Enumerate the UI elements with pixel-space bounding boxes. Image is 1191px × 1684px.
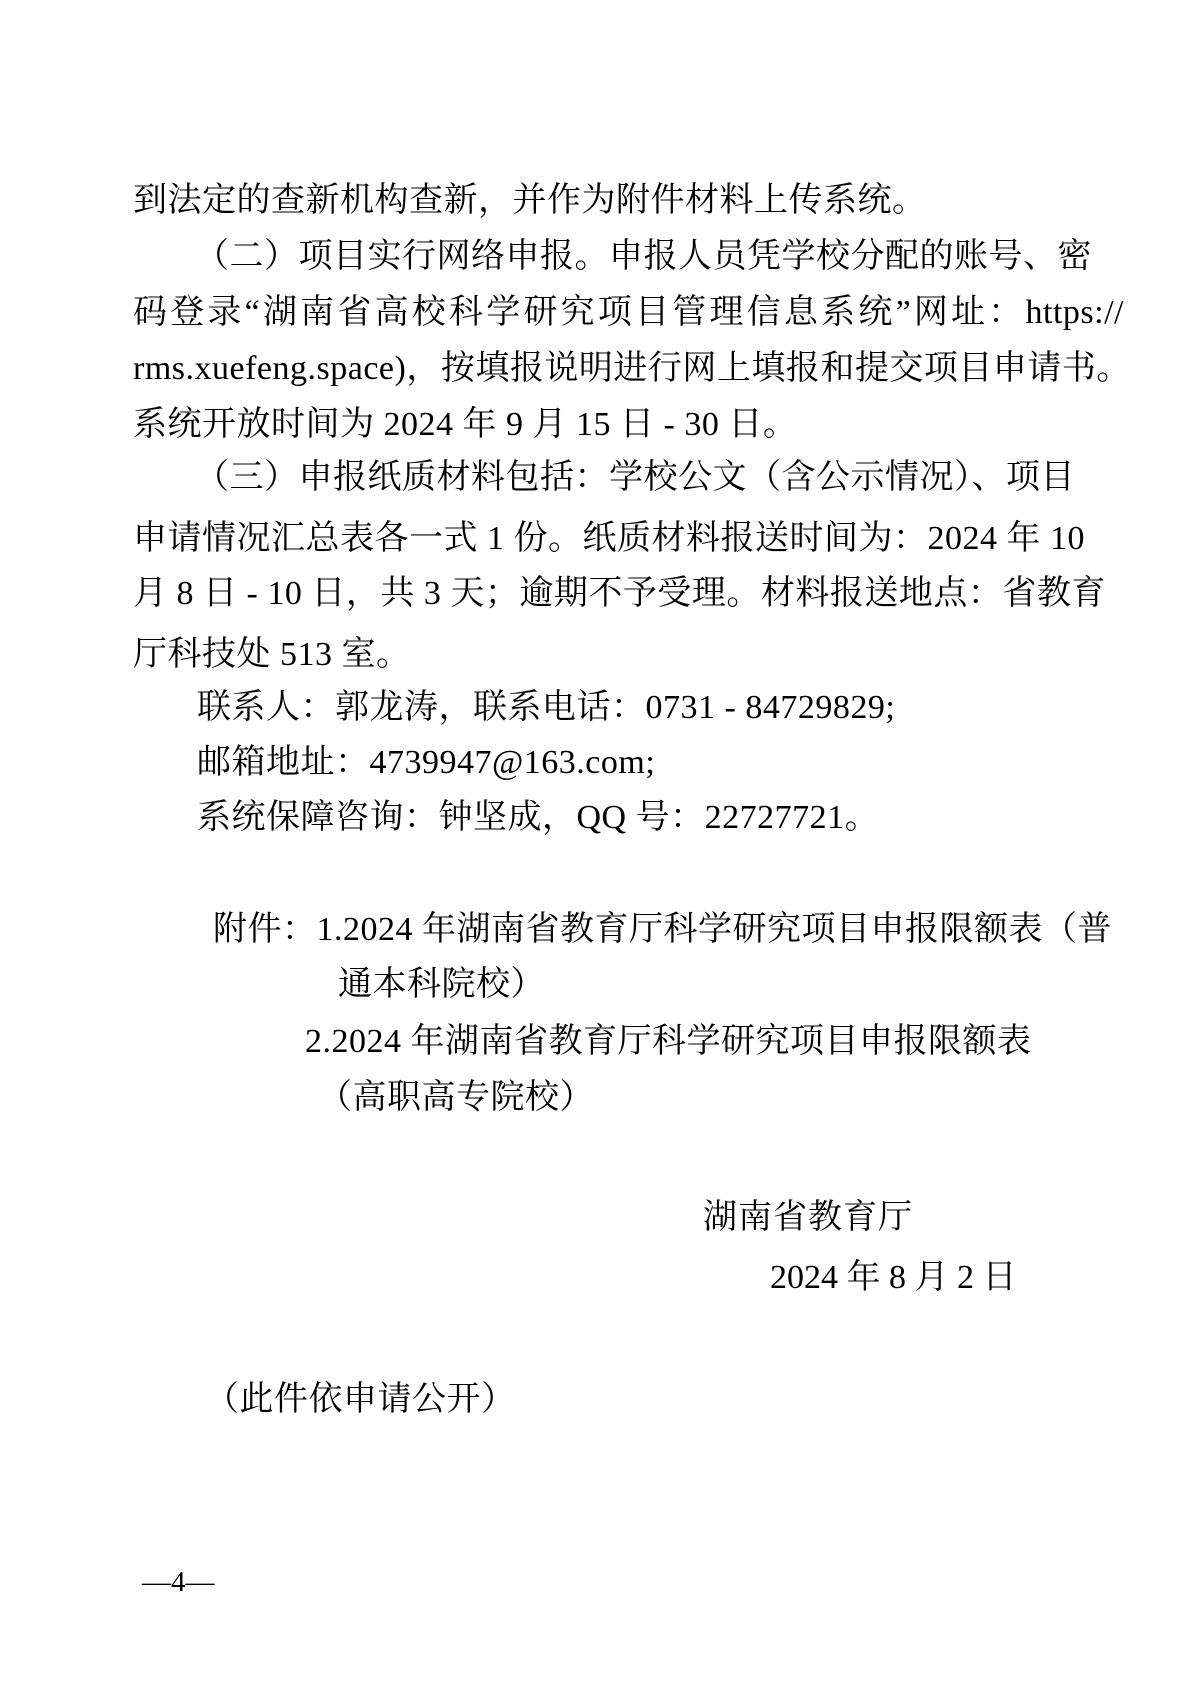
issuer-signature: 湖南省教育厅: [703, 1199, 913, 1236]
section-3-line-3: 月 8 日 - 10 日，共 3 天；逾期不予受理。材料报送地点：省教育: [133, 575, 1106, 612]
section-2-line-4: 系统开放时间为 2024 年 9 月 15 日 - 30 日。: [133, 406, 798, 443]
attachment-1-line-2: 通本科院校）: [338, 966, 545, 1003]
section-2-line-3: rms.xuefeng.space)，按填报说明进行网上填报和提交项目申请书。: [133, 350, 1131, 387]
contact-person-line: 联系人：郭龙涛，联系电话：0731 - 84729829;: [197, 689, 896, 726]
attachment-1-line-1: 附件：1.2024 年湖南省教育厅科学研究项目申报限额表（普: [213, 911, 1112, 948]
body-paragraph-continuation: 到法定的查新机构查新，并作为附件材料上传系统。: [133, 182, 927, 219]
section-3-line-4: 厅科技处 513 室。: [133, 636, 411, 673]
section-2-line-2: 码登录“湖南省高校科学研究项目管理信息系统”网址：https://: [133, 294, 1124, 331]
system-support-line: 系统保障咨询：钟坚成，QQ 号：22727721。: [197, 799, 880, 836]
contact-email-line: 邮箱地址：4739947@163.com;: [197, 744, 656, 781]
section-3-line-1: （三）申报纸质材料包括：学校公文（含公示情况）、项目: [195, 459, 1075, 496]
section-3-line-2: 申请情况汇总表各一式 1 份。纸质材料报送时间为：2024 年 10: [133, 520, 1085, 557]
issue-date: 2024 年 8 月 2 日: [770, 1259, 1017, 1296]
section-2-line-1: （二）项目实行网络申报。申报人员凭学校分配的账号、密: [195, 238, 1092, 275]
attachment-2-line-2: （高职高专院校）: [318, 1079, 594, 1116]
disclosure-note: （此件依申请公开）: [205, 1381, 516, 1418]
attachment-2-line-1: 2.2024 年湖南省教育厅科学研究项目申报限额表: [305, 1023, 1032, 1060]
page-number: —4—: [142, 1566, 215, 1598]
